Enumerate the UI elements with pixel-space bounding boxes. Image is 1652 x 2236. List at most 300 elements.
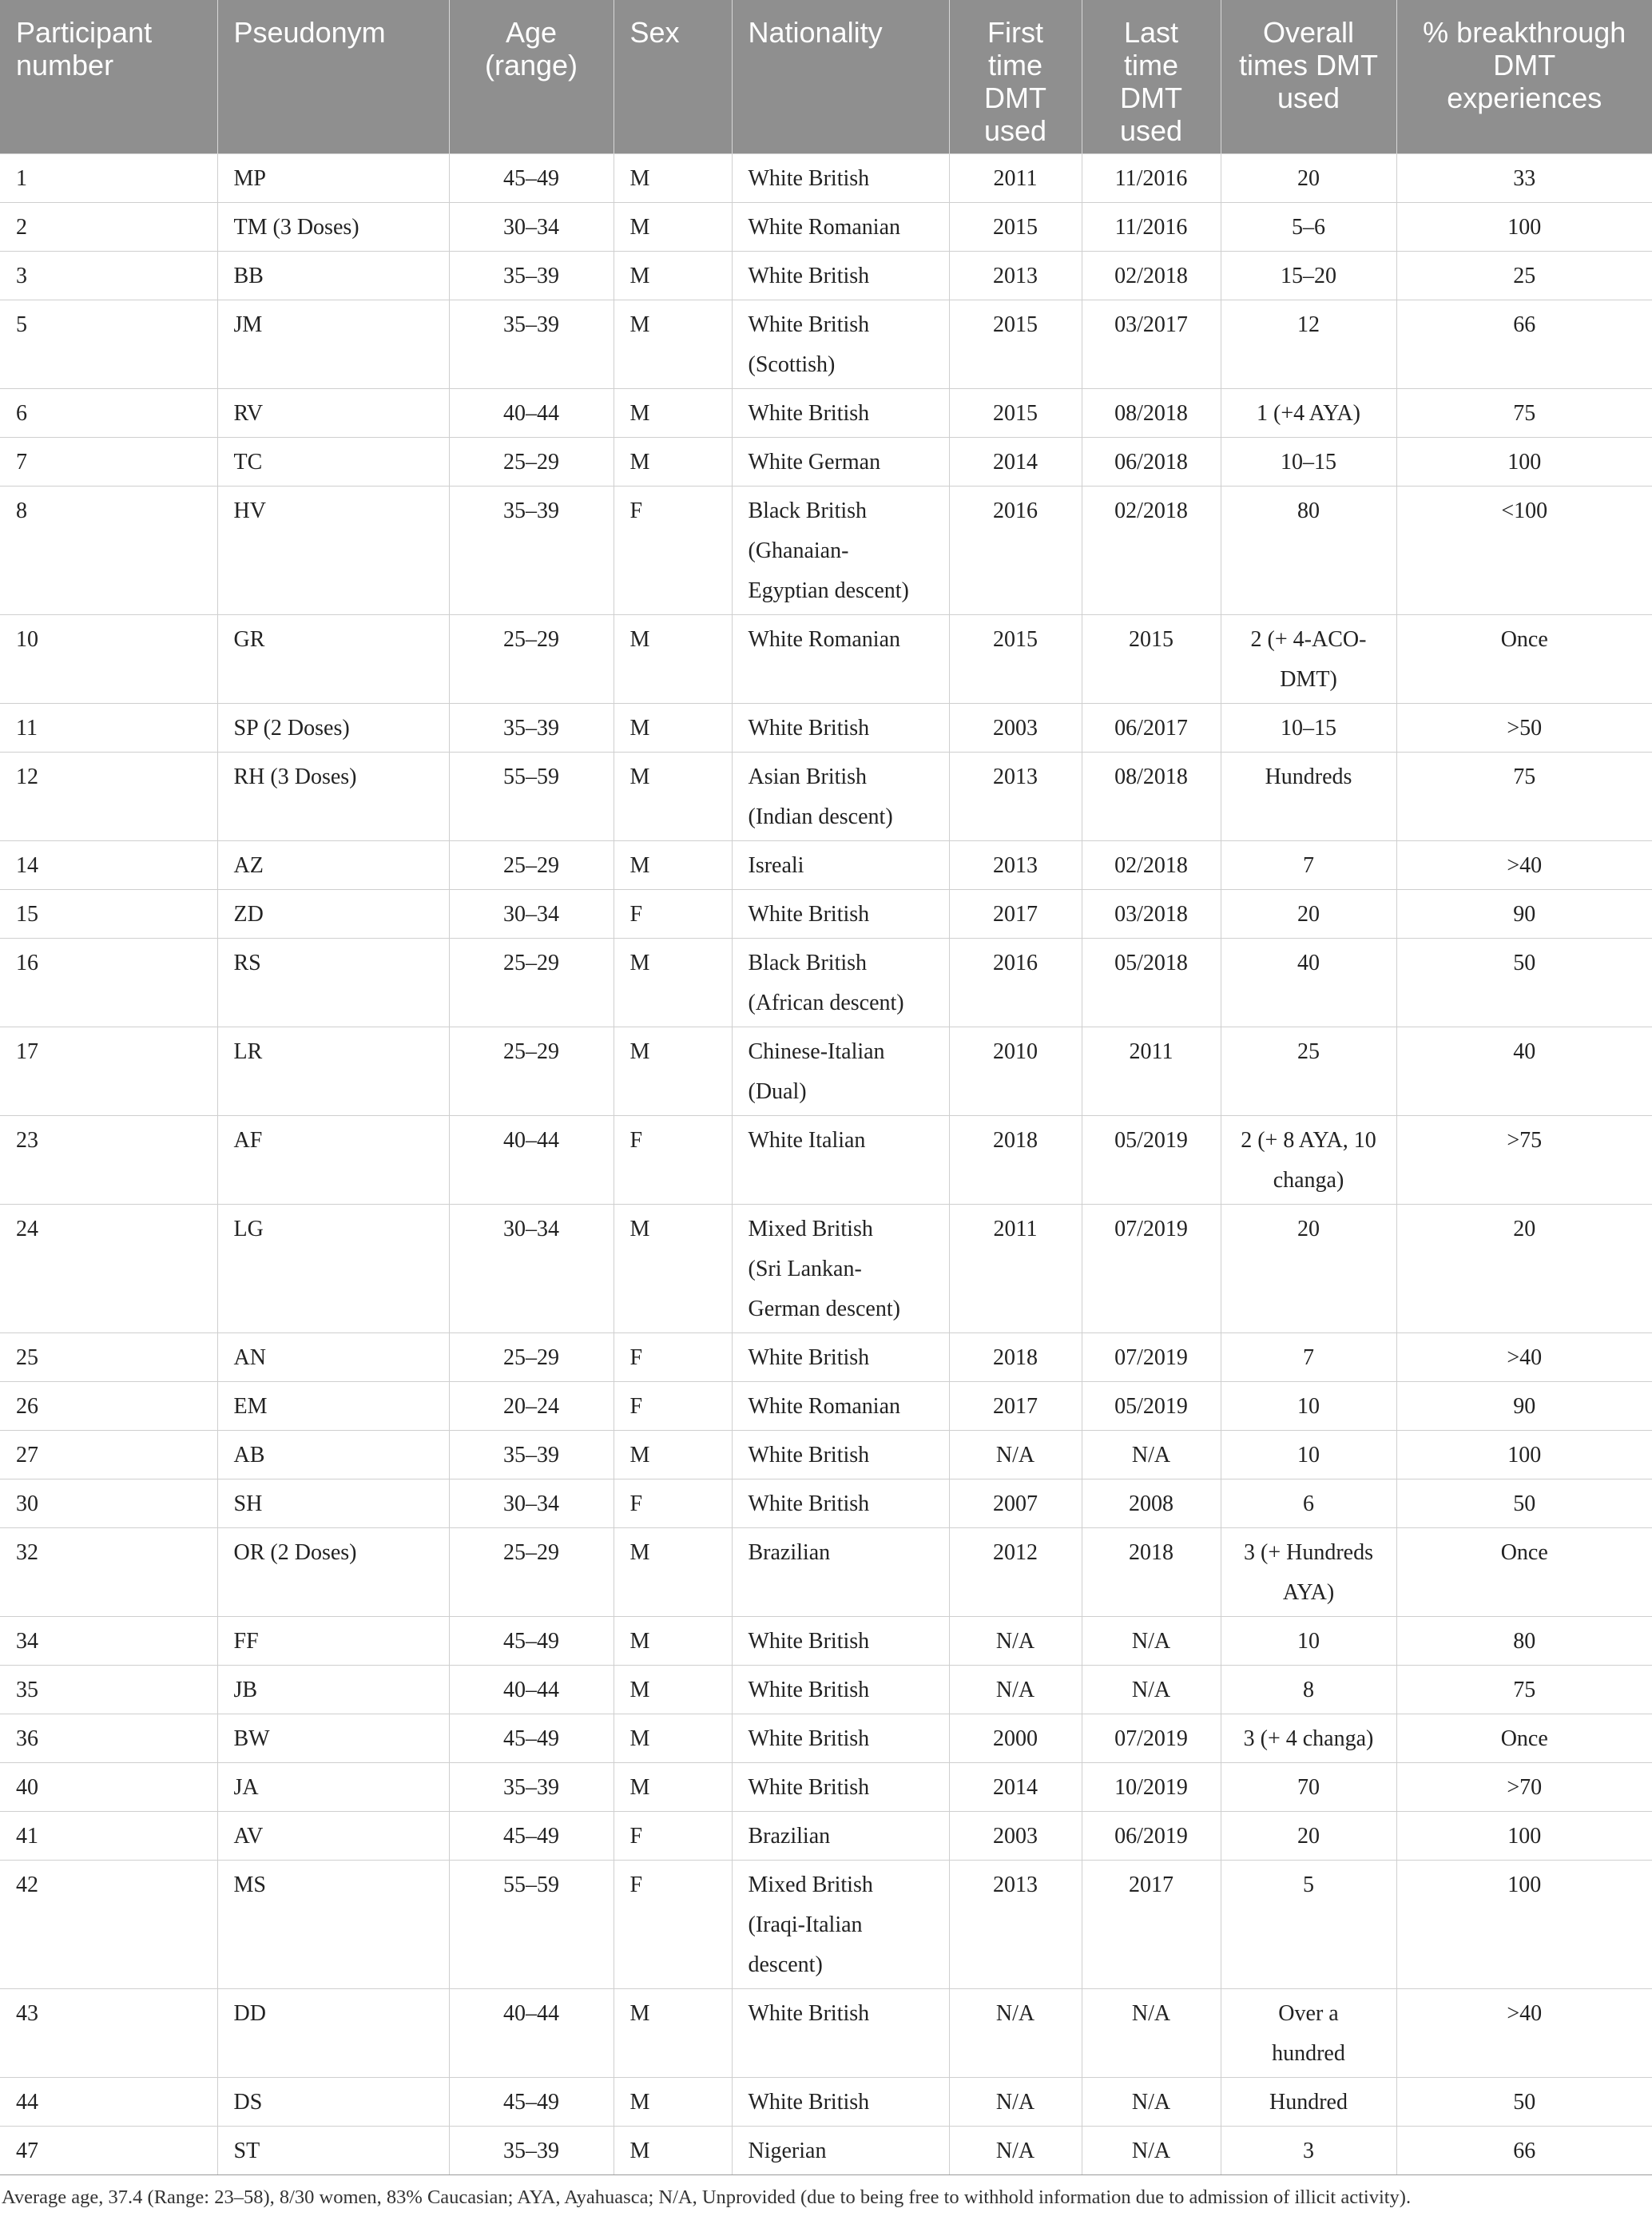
cell-sex: F <box>614 1382 732 1431</box>
cell-nationality: White British <box>732 1714 949 1763</box>
table-row <box>0 1382 1652 1431</box>
cell-sex: M <box>614 753 732 841</box>
cell-overall-times-dmt-used: Over a hundred <box>1221 1989 1396 2078</box>
cell-first-time-dmt-used: 2000 <box>949 1714 1082 1763</box>
cell-last-time-dmt-used: 2015 <box>1082 615 1221 704</box>
cell-age-range: 35–39 <box>449 704 614 753</box>
cell-last-time-dmt-used: 03/2017 <box>1082 300 1221 389</box>
cell-first-time-dmt-used: 2013 <box>949 1861 1082 1989</box>
cell-pseudonym: GR <box>217 615 449 704</box>
cell-percent-breakthrough: 20 <box>1396 1205 1652 1333</box>
table-header <box>0 0 1652 154</box>
cell-nationality: White British <box>732 389 949 438</box>
cell-nationality: Brazilian <box>732 1528 949 1617</box>
cell-participant-number: 10 <box>0 615 217 704</box>
cell-nationality: White Romanian <box>732 615 949 704</box>
cell-age-range: 25–29 <box>449 438 614 487</box>
cell-pseudonym: SP (2 Doses) <box>217 704 449 753</box>
cell-last-time-dmt-used: 06/2017 <box>1082 704 1221 753</box>
column-header-overall-times-dmt-used: Overall times DMT used <box>1221 0 1396 154</box>
cell-pseudonym: AN <box>217 1333 449 1382</box>
table-row <box>0 1714 1652 1763</box>
cell-first-time-dmt-used: 2016 <box>949 487 1082 615</box>
cell-age-range: 40–44 <box>449 1989 614 2078</box>
cell-nationality: White British <box>732 252 949 300</box>
cell-overall-times-dmt-used: 7 <box>1221 1333 1396 1382</box>
table-row <box>0 1027 1652 1116</box>
cell-last-time-dmt-used: 06/2019 <box>1082 1812 1221 1861</box>
cell-overall-times-dmt-used: 3 (+ 4 changa) <box>1221 1714 1396 1763</box>
cell-sex: M <box>614 2078 732 2127</box>
cell-participant-number: 41 <box>0 1812 217 1861</box>
cell-last-time-dmt-used: 05/2019 <box>1082 1382 1221 1431</box>
cell-pseudonym: OR (2 Doses) <box>217 1528 449 1617</box>
cell-first-time-dmt-used: 2013 <box>949 841 1082 890</box>
cell-last-time-dmt-used: 08/2018 <box>1082 753 1221 841</box>
cell-participant-number: 8 <box>0 487 217 615</box>
cell-last-time-dmt-used: 02/2018 <box>1082 252 1221 300</box>
cell-nationality: White British <box>732 2078 949 2127</box>
cell-percent-breakthrough: 66 <box>1396 300 1652 389</box>
cell-first-time-dmt-used: 2018 <box>949 1333 1082 1382</box>
cell-nationality: White British <box>732 154 949 203</box>
cell-percent-breakthrough: 50 <box>1396 939 1652 1027</box>
cell-first-time-dmt-used: 2015 <box>949 203 1082 252</box>
cell-last-time-dmt-used: 05/2019 <box>1082 1116 1221 1205</box>
cell-last-time-dmt-used: 07/2019 <box>1082 1205 1221 1333</box>
cell-last-time-dmt-used: 2011 <box>1082 1027 1221 1116</box>
cell-percent-breakthrough: >70 <box>1396 1763 1652 1812</box>
cell-age-range: 30–34 <box>449 1479 614 1528</box>
cell-last-time-dmt-used: 08/2018 <box>1082 389 1221 438</box>
table-row <box>0 1528 1652 1617</box>
table-row <box>0 890 1652 939</box>
cell-last-time-dmt-used: 07/2019 <box>1082 1714 1221 1763</box>
cell-overall-times-dmt-used: 10 <box>1221 1431 1396 1479</box>
cell-participant-number: 26 <box>0 1382 217 1431</box>
cell-first-time-dmt-used: 2015 <box>949 300 1082 389</box>
cell-last-time-dmt-used: N/A <box>1082 1431 1221 1479</box>
cell-overall-times-dmt-used: 6 <box>1221 1479 1396 1528</box>
cell-age-range: 45–49 <box>449 154 614 203</box>
cell-participant-number: 12 <box>0 753 217 841</box>
cell-nationality: White British <box>732 1617 949 1666</box>
cell-last-time-dmt-used: 03/2018 <box>1082 890 1221 939</box>
cell-overall-times-dmt-used: 20 <box>1221 1205 1396 1333</box>
cell-first-time-dmt-used: 2014 <box>949 1763 1082 1812</box>
cell-nationality: White Italian <box>732 1116 949 1205</box>
cell-nationality: Asian British (Indian descent) <box>732 753 949 841</box>
cell-percent-breakthrough: Once <box>1396 1528 1652 1617</box>
cell-age-range: 20–24 <box>449 1382 614 1431</box>
cell-participant-number: 27 <box>0 1431 217 1479</box>
cell-age-range: 35–39 <box>449 1763 614 1812</box>
table-row <box>0 1666 1652 1714</box>
cell-percent-breakthrough: 75 <box>1396 389 1652 438</box>
cell-sex: F <box>614 1333 732 1382</box>
cell-overall-times-dmt-used: 5–6 <box>1221 203 1396 252</box>
header-row <box>0 0 1652 154</box>
cell-participant-number: 25 <box>0 1333 217 1382</box>
cell-last-time-dmt-used: N/A <box>1082 2127 1221 2175</box>
cell-last-time-dmt-used: 05/2018 <box>1082 939 1221 1027</box>
cell-nationality: White British (Scottish) <box>732 300 949 389</box>
cell-first-time-dmt-used: N/A <box>949 2127 1082 2175</box>
cell-overall-times-dmt-used: Hundred <box>1221 2078 1396 2127</box>
cell-pseudonym: RH (3 Doses) <box>217 753 449 841</box>
cell-percent-breakthrough: 100 <box>1396 1431 1652 1479</box>
cell-last-time-dmt-used: N/A <box>1082 1989 1221 2078</box>
cell-pseudonym: DD <box>217 1989 449 2078</box>
cell-pseudonym: EM <box>217 1382 449 1431</box>
cell-pseudonym: ZD <box>217 890 449 939</box>
cell-participant-number: 23 <box>0 1116 217 1205</box>
cell-overall-times-dmt-used: 10 <box>1221 1382 1396 1431</box>
cell-sex: M <box>614 1027 732 1116</box>
cell-pseudonym: ST <box>217 2127 449 2175</box>
cell-percent-breakthrough: 90 <box>1396 890 1652 939</box>
table-row <box>0 1812 1652 1861</box>
cell-participant-number: 16 <box>0 939 217 1027</box>
cell-first-time-dmt-used: N/A <box>949 1666 1082 1714</box>
cell-last-time-dmt-used: 2008 <box>1082 1479 1221 1528</box>
cell-overall-times-dmt-used: 25 <box>1221 1027 1396 1116</box>
cell-percent-breakthrough: >40 <box>1396 1333 1652 1382</box>
cell-nationality: White British <box>732 1333 949 1382</box>
cell-sex: M <box>614 1989 732 2078</box>
cell-sex: M <box>614 1763 732 1812</box>
column-header-last-time-dmt-used: Last time DMT used <box>1082 0 1221 154</box>
cell-percent-breakthrough: >40 <box>1396 1989 1652 2078</box>
cell-nationality: White British <box>732 1431 949 1479</box>
cell-last-time-dmt-used: N/A <box>1082 1666 1221 1714</box>
cell-overall-times-dmt-used: 10–15 <box>1221 438 1396 487</box>
column-header-sex: Sex <box>614 0 732 154</box>
cell-age-range: 35–39 <box>449 2127 614 2175</box>
cell-age-range: 45–49 <box>449 1714 614 1763</box>
table-row <box>0 939 1652 1027</box>
cell-first-time-dmt-used: N/A <box>949 1431 1082 1479</box>
cell-age-range: 45–49 <box>449 2078 614 2127</box>
cell-nationality: Isreali <box>732 841 949 890</box>
cell-age-range: 55–59 <box>449 1861 614 1989</box>
cell-percent-breakthrough: 75 <box>1396 1666 1652 1714</box>
cell-pseudonym: MP <box>217 154 449 203</box>
column-header-first-time-dmt-used: First time DMT used <box>949 0 1082 154</box>
cell-nationality: White British <box>732 1989 949 2078</box>
cell-nationality: White German <box>732 438 949 487</box>
cell-first-time-dmt-used: 2010 <box>949 1027 1082 1116</box>
cell-age-range: 35–39 <box>449 487 614 615</box>
cell-age-range: 30–34 <box>449 203 614 252</box>
cell-pseudonym: BW <box>217 1714 449 1763</box>
cell-first-time-dmt-used: 2017 <box>949 1382 1082 1431</box>
cell-first-time-dmt-used: 2015 <box>949 389 1082 438</box>
cell-pseudonym: TM (3 Doses) <box>217 203 449 252</box>
cell-sex: M <box>614 1431 732 1479</box>
cell-age-range: 25–29 <box>449 939 614 1027</box>
cell-first-time-dmt-used: 2015 <box>949 615 1082 704</box>
cell-pseudonym: AZ <box>217 841 449 890</box>
cell-first-time-dmt-used: 2017 <box>949 890 1082 939</box>
cell-nationality: White Romanian <box>732 1382 949 1431</box>
cell-overall-times-dmt-used: 40 <box>1221 939 1396 1027</box>
cell-overall-times-dmt-used: 15–20 <box>1221 252 1396 300</box>
cell-overall-times-dmt-used: 1 (+4 AYA) <box>1221 389 1396 438</box>
cell-overall-times-dmt-used: 7 <box>1221 841 1396 890</box>
cell-pseudonym: JM <box>217 300 449 389</box>
cell-participant-number: 24 <box>0 1205 217 1333</box>
cell-nationality: Brazilian <box>732 1812 949 1861</box>
cell-first-time-dmt-used: 2012 <box>949 1528 1082 1617</box>
table-row <box>0 1205 1652 1333</box>
table-row <box>0 252 1652 300</box>
cell-pseudonym: FF <box>217 1617 449 1666</box>
cell-overall-times-dmt-used: 70 <box>1221 1763 1396 1812</box>
table-row <box>0 1763 1652 1812</box>
table-row <box>0 1333 1652 1382</box>
cell-percent-breakthrough: >40 <box>1396 841 1652 890</box>
cell-nationality: Mixed British (Sri Lankan- German descent) <box>732 1205 949 1333</box>
cell-first-time-dmt-used: N/A <box>949 1989 1082 2078</box>
table-row <box>0 438 1652 487</box>
table-row <box>0 1431 1652 1479</box>
cell-age-range: 25–29 <box>449 841 614 890</box>
cell-nationality: White British <box>732 890 949 939</box>
cell-first-time-dmt-used: 2003 <box>949 704 1082 753</box>
cell-sex: M <box>614 2127 732 2175</box>
cell-participant-number: 42 <box>0 1861 217 1989</box>
cell-pseudonym: LG <box>217 1205 449 1333</box>
cell-participant-number: 7 <box>0 438 217 487</box>
table-body <box>0 154 1652 2175</box>
cell-nationality: Black British (Ghanaian- Egyptian descent) <box>732 487 949 615</box>
cell-nationality: Nigerian <box>732 2127 949 2175</box>
cell-nationality: White British <box>732 704 949 753</box>
cell-age-range: 30–34 <box>449 890 614 939</box>
cell-participant-number: 6 <box>0 389 217 438</box>
cell-first-time-dmt-used: 2013 <box>949 753 1082 841</box>
cell-pseudonym: RV <box>217 389 449 438</box>
column-header-pseudonym: Pseudonym <box>217 0 449 154</box>
cell-percent-breakthrough: >50 <box>1396 704 1652 753</box>
table-row <box>0 2127 1652 2175</box>
table-footnote: Average age, 37.4 (Range: 23–58), 8/30 women, 83% Caucasian; AYA, Ayahuasca; N/A, Unprovided (due to being free to withhold information due to admission of illicit activity). <box>2 2186 1412 2208</box>
cell-nationality: White British <box>732 1763 949 1812</box>
cell-sex: M <box>614 1714 732 1763</box>
cell-percent-breakthrough: 50 <box>1396 2078 1652 2127</box>
cell-first-time-dmt-used: 2016 <box>949 939 1082 1027</box>
cell-last-time-dmt-used: 02/2018 <box>1082 487 1221 615</box>
cell-participant-number: 47 <box>0 2127 217 2175</box>
cell-pseudonym: JA <box>217 1763 449 1812</box>
cell-first-time-dmt-used: 2013 <box>949 252 1082 300</box>
cell-percent-breakthrough: 100 <box>1396 1861 1652 1989</box>
cell-age-range: 40–44 <box>449 1116 614 1205</box>
cell-percent-breakthrough: 50 <box>1396 1479 1652 1528</box>
cell-sex: M <box>614 1666 732 1714</box>
cell-age-range: 25–29 <box>449 1333 614 1382</box>
cell-participant-number: 14 <box>0 841 217 890</box>
cell-percent-breakthrough: 75 <box>1396 753 1652 841</box>
cell-participant-number: 35 <box>0 1666 217 1714</box>
table-row <box>0 704 1652 753</box>
cell-sex: M <box>614 154 732 203</box>
cell-participant-number: 43 <box>0 1989 217 2078</box>
cell-participant-number: 1 <box>0 154 217 203</box>
cell-age-range: 45–49 <box>449 1617 614 1666</box>
table-row <box>0 841 1652 890</box>
cell-age-range: 35–39 <box>449 252 614 300</box>
cell-percent-breakthrough: 80 <box>1396 1617 1652 1666</box>
cell-pseudonym: AB <box>217 1431 449 1479</box>
table-row <box>0 154 1652 203</box>
cell-pseudonym: BB <box>217 252 449 300</box>
cell-age-range: 30–34 <box>449 1205 614 1333</box>
cell-last-time-dmt-used: 02/2018 <box>1082 841 1221 890</box>
table-row <box>0 1861 1652 1989</box>
cell-overall-times-dmt-used: 3 <box>1221 2127 1396 2175</box>
cell-participant-number: 40 <box>0 1763 217 1812</box>
column-header-participant-number: Participant number <box>0 0 217 154</box>
cell-sex: F <box>614 487 732 615</box>
cell-percent-breakthrough: 66 <box>1396 2127 1652 2175</box>
cell-pseudonym: SH <box>217 1479 449 1528</box>
table-row <box>0 615 1652 704</box>
table-row <box>0 389 1652 438</box>
cell-last-time-dmt-used: N/A <box>1082 2078 1221 2127</box>
cell-participant-number: 2 <box>0 203 217 252</box>
cell-age-range: 25–29 <box>449 1027 614 1116</box>
cell-last-time-dmt-used: 2017 <box>1082 1861 1221 1989</box>
cell-sex: F <box>614 1116 732 1205</box>
cell-pseudonym: MS <box>217 1861 449 1989</box>
cell-participant-number: 5 <box>0 300 217 389</box>
cell-participant-number: 17 <box>0 1027 217 1116</box>
column-header-age-range: Age (range) <box>449 0 614 154</box>
cell-pseudonym: LR <box>217 1027 449 1116</box>
cell-sex: M <box>614 1617 732 1666</box>
cell-percent-breakthrough: Once <box>1396 1714 1652 1763</box>
cell-sex: F <box>614 1861 732 1989</box>
cell-nationality: White Romanian <box>732 203 949 252</box>
cell-first-time-dmt-used: 2014 <box>949 438 1082 487</box>
cell-sex: F <box>614 890 732 939</box>
table-row <box>0 487 1652 615</box>
column-header-percent-breakthrough: % breakthrough DMT experiences <box>1396 0 1652 154</box>
cell-pseudonym: HV <box>217 487 449 615</box>
cell-sex: M <box>614 939 732 1027</box>
cell-pseudonym: DS <box>217 2078 449 2127</box>
cell-nationality: Black British (African descent) <box>732 939 949 1027</box>
table-row <box>0 300 1652 389</box>
cell-sex: M <box>614 203 732 252</box>
cell-first-time-dmt-used: N/A <box>949 1617 1082 1666</box>
cell-percent-breakthrough: <100 <box>1396 487 1652 615</box>
cell-sex: F <box>614 1479 732 1528</box>
cell-overall-times-dmt-used: 8 <box>1221 1666 1396 1714</box>
cell-pseudonym: JB <box>217 1666 449 1714</box>
cell-participant-number: 36 <box>0 1714 217 1763</box>
cell-overall-times-dmt-used: 20 <box>1221 1812 1396 1861</box>
cell-last-time-dmt-used: 06/2018 <box>1082 438 1221 487</box>
cell-overall-times-dmt-used: 80 <box>1221 487 1396 615</box>
cell-sex: F <box>614 1812 732 1861</box>
cell-sex: M <box>614 438 732 487</box>
cell-sex: M <box>614 389 732 438</box>
table-row <box>0 1989 1652 2078</box>
cell-percent-breakthrough: 40 <box>1396 1027 1652 1116</box>
cell-last-time-dmt-used: 2018 <box>1082 1528 1221 1617</box>
cell-overall-times-dmt-used: 10–15 <box>1221 704 1396 753</box>
cell-participant-number: 34 <box>0 1617 217 1666</box>
cell-participant-number: 32 <box>0 1528 217 1617</box>
cell-sex: M <box>614 300 732 389</box>
cell-age-range: 40–44 <box>449 1666 614 1714</box>
cell-percent-breakthrough: 25 <box>1396 252 1652 300</box>
cell-last-time-dmt-used: N/A <box>1082 1617 1221 1666</box>
table-row <box>0 753 1652 841</box>
cell-overall-times-dmt-used: 20 <box>1221 890 1396 939</box>
cell-percent-breakthrough: Once <box>1396 615 1652 704</box>
cell-pseudonym: AV <box>217 1812 449 1861</box>
cell-age-range: 35–39 <box>449 1431 614 1479</box>
cell-percent-breakthrough: >75 <box>1396 1116 1652 1205</box>
cell-last-time-dmt-used: 07/2019 <box>1082 1333 1221 1382</box>
cell-pseudonym: RS <box>217 939 449 1027</box>
cell-nationality: Mixed British (Iraqi-Italian descent) <box>732 1861 949 1989</box>
cell-first-time-dmt-used: N/A <box>949 2078 1082 2127</box>
cell-sex: M <box>614 1528 732 1617</box>
cell-sex: M <box>614 1205 732 1333</box>
table-row <box>0 1479 1652 1528</box>
cell-age-range: 25–29 <box>449 1528 614 1617</box>
cell-last-time-dmt-used: 10/2019 <box>1082 1763 1221 1812</box>
cell-overall-times-dmt-used: 5 <box>1221 1861 1396 1989</box>
cell-overall-times-dmt-used: 3 (+ Hundreds AYA) <box>1221 1528 1396 1617</box>
cell-participant-number: 15 <box>0 890 217 939</box>
cell-nationality: Chinese-Italian (Dual) <box>732 1027 949 1116</box>
column-header-nationality: Nationality <box>732 0 949 154</box>
cell-nationality: White British <box>732 1479 949 1528</box>
cell-overall-times-dmt-used: 2 (+ 4-ACO- DMT) <box>1221 615 1396 704</box>
cell-age-range: 25–29 <box>449 615 614 704</box>
cell-overall-times-dmt-used: 2 (+ 8 AYA, 10 changa) <box>1221 1116 1396 1205</box>
table-row <box>0 203 1652 252</box>
cell-first-time-dmt-used: 2011 <box>949 154 1082 203</box>
cell-percent-breakthrough: 100 <box>1396 203 1652 252</box>
cell-percent-breakthrough: 33 <box>1396 154 1652 203</box>
cell-sex: M <box>614 252 732 300</box>
cell-participant-number: 11 <box>0 704 217 753</box>
table-row <box>0 1116 1652 1205</box>
table-row <box>0 2078 1652 2127</box>
cell-age-range: 40–44 <box>449 389 614 438</box>
cell-participant-number: 44 <box>0 2078 217 2127</box>
cell-first-time-dmt-used: 2003 <box>949 1812 1082 1861</box>
cell-overall-times-dmt-used: 12 <box>1221 300 1396 389</box>
cell-overall-times-dmt-used: 10 <box>1221 1617 1396 1666</box>
cell-sex: M <box>614 704 732 753</box>
cell-percent-breakthrough: 100 <box>1396 438 1652 487</box>
cell-nationality: White British <box>732 1666 949 1714</box>
cell-overall-times-dmt-used: Hundreds <box>1221 753 1396 841</box>
cell-sex: M <box>614 615 732 704</box>
cell-first-time-dmt-used: 2011 <box>949 1205 1082 1333</box>
cell-first-time-dmt-used: 2007 <box>949 1479 1082 1528</box>
cell-last-time-dmt-used: 11/2016 <box>1082 203 1221 252</box>
cell-percent-breakthrough: 100 <box>1396 1812 1652 1861</box>
